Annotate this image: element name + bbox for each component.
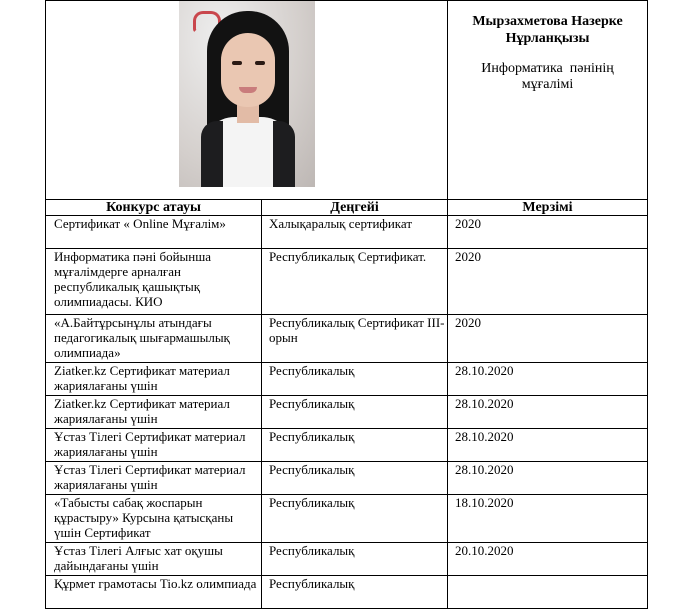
table-row: [46, 576, 648, 609]
cell-level: Республикалық: [262, 576, 448, 609]
cell-date: [448, 576, 648, 609]
table-row: [46, 429, 648, 462]
header-level: Деңгейі: [262, 200, 448, 216]
table-row: [46, 462, 648, 495]
table-row: [46, 363, 648, 396]
awards-table: [45, 0, 648, 609]
header-date: Мерзімі: [448, 200, 648, 216]
cell-contest: Ziatker.kz Сертификат материал жариялағаны үшін: [46, 363, 262, 396]
cell-date: 2020: [448, 216, 648, 249]
document-sheet: [45, 0, 647, 609]
cell-date: 2020: [448, 249, 648, 315]
table-row: [46, 216, 648, 249]
cell-contest: Ұстаз Тілегі Сертификат материал жариялағаны үшін: [46, 429, 262, 462]
table-row: [46, 396, 648, 429]
cell-level: Республикалық: [262, 429, 448, 462]
table-row: [46, 249, 648, 315]
teacher-name: Мырзахметова Назерке Нұрланқызы: [472, 14, 623, 46]
teacher-role: Информатика пәнінің мұғалімі: [481, 61, 614, 92]
cell-date: 20.10.2020: [448, 543, 648, 576]
cell-date: 28.10.2020: [448, 429, 648, 462]
teacher-photo: [179, 1, 315, 187]
cell-level: Республикалық: [262, 495, 448, 543]
cell-contest: Ұстаз Тілегі Алғыс хат оқушы дайындағаны үшін: [46, 543, 262, 576]
profile-info: [448, 1, 648, 200]
cell-level: Халықаралық сертификат: [262, 216, 448, 249]
profile-row: [46, 1, 648, 200]
cell-level: Республикалық: [262, 396, 448, 429]
table-row: [46, 543, 648, 576]
cell-level: Республикалық: [262, 363, 448, 396]
table-header: [46, 200, 648, 216]
cell-date: 28.10.2020: [448, 396, 648, 429]
cell-contest: «А.Байтұрсынұлы атындағы педагогикалық шығармашылық олимпиада»: [46, 315, 262, 363]
cell-date: 28.10.2020: [448, 363, 648, 396]
photo-cell: [46, 1, 448, 200]
cell-level: Республикалық: [262, 543, 448, 576]
cell-contest: Ziatker.kz Сертификат материал жариялағаны үшін: [46, 396, 262, 429]
cell-date: 18.10.2020: [448, 495, 648, 543]
header-contest-name: Конкурс атауы: [46, 200, 262, 216]
cell-level: Республикалық Сертификат.: [262, 249, 448, 315]
table-row: [46, 495, 648, 543]
cell-contest: «Табысты сабақ жоспарын құрастыру» Курсына қатысқаны үшін Сертификат: [46, 495, 262, 543]
table-row: [46, 315, 648, 363]
cell-contest: Ұстаз Тілегі Сертификат материал жариялағаны үшін: [46, 462, 262, 495]
cell-level: Республикалық: [262, 462, 448, 495]
cell-contest: Құрмет грамотасы Tio.kz олимпиада: [46, 576, 262, 609]
cell-contest: Сертификат « Online Мұғалім»: [46, 216, 262, 249]
cell-date: 2020: [448, 315, 648, 363]
cell-contest: Информатика пәні бойынша мұғалімдерге арналған республикалық қашықтық олимпиадасы. КИО: [46, 249, 262, 315]
cell-level: Республикалық Сертификат ІІІ- орын: [262, 315, 448, 363]
cell-date: 28.10.2020: [448, 462, 648, 495]
